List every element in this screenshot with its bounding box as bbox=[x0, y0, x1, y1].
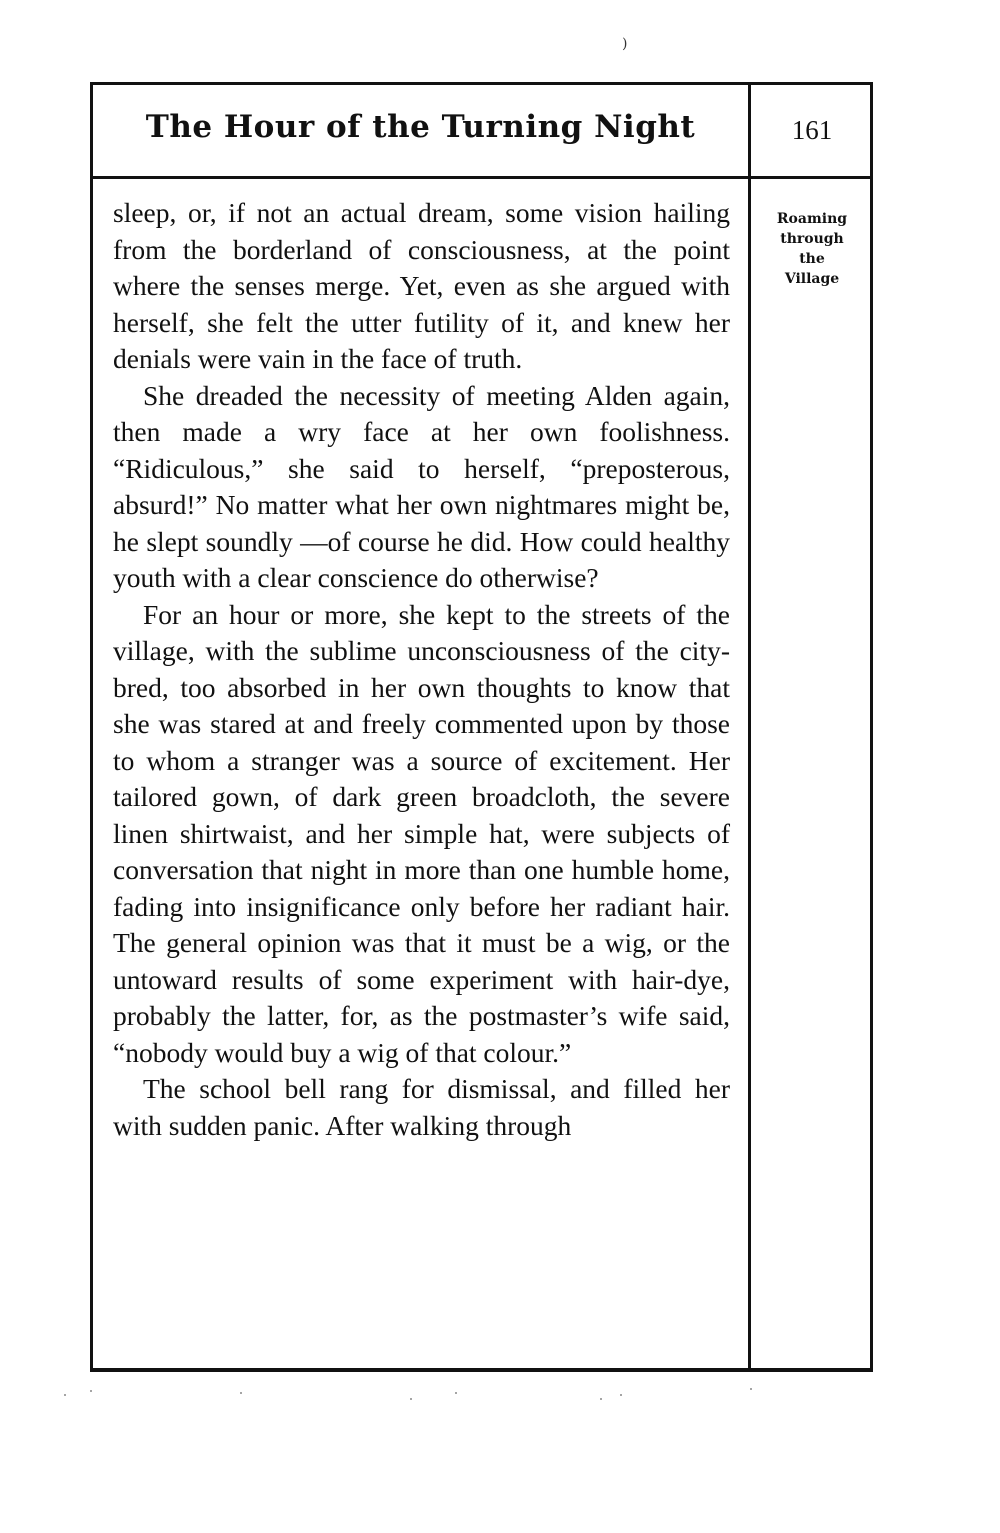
page-frame bbox=[90, 82, 873, 1372]
margin-note-line: Roaming bbox=[776, 211, 848, 227]
page-header bbox=[93, 85, 870, 179]
margin-note-line: through bbox=[780, 231, 844, 247]
paragraph: For an hour or more, she kept to the streets of the village, with the sublime unconsciousness of the city-bred, too absorbed in her own thoughts to know that she was stared at and freely commented upon by those to whom a stranger was a source of excitement. Her tailored gown, of dark green broadcloth, the severe linen shirtwaist, and her simple hat, were subjects of conversation that night in more than one humble home, fading into insignificance only before her radiant hair. The general opinion was that it must be a wig, or the untoward results of some experiment with hair-dye, probably the latter, for, as the postmaster’s wife said, “nobody would buy a wig of that colour.” bbox=[113, 598, 730, 1068]
margin-note-line: the bbox=[799, 251, 825, 267]
paragraph: sleep, or, if not an actual dream, some vision hailing from the borderland of consciousness, at the point where the senses merge. Yet, even as she argued with herself, she felt the utter futility of it, and knew her denials were vain in the face of truth. bbox=[113, 197, 730, 374]
scan-specks bbox=[60, 1384, 760, 1404]
margin-note-line: Village bbox=[784, 271, 840, 287]
paragraph: She dreaded the necessity of meeting Alden again, then made a wry face at her own foolishness. “Ridiculous,” she said to herself, “preposterous, absurd!” No matter what her own nightmares might be, he slept soundly —of course he did. How could healthy youth with a clear conscience do otherwise? bbox=[113, 379, 730, 593]
body-text bbox=[113, 195, 730, 1144]
running-title: The Hour of the Turning Night bbox=[145, 109, 696, 145]
page-number: 161 bbox=[791, 115, 833, 145]
page-mark: ) bbox=[622, 36, 628, 52]
paragraph: The school bell rang for dismissal, and filled her with sudden panic. After walking through bbox=[113, 1073, 730, 1141]
margin-note bbox=[751, 209, 873, 289]
